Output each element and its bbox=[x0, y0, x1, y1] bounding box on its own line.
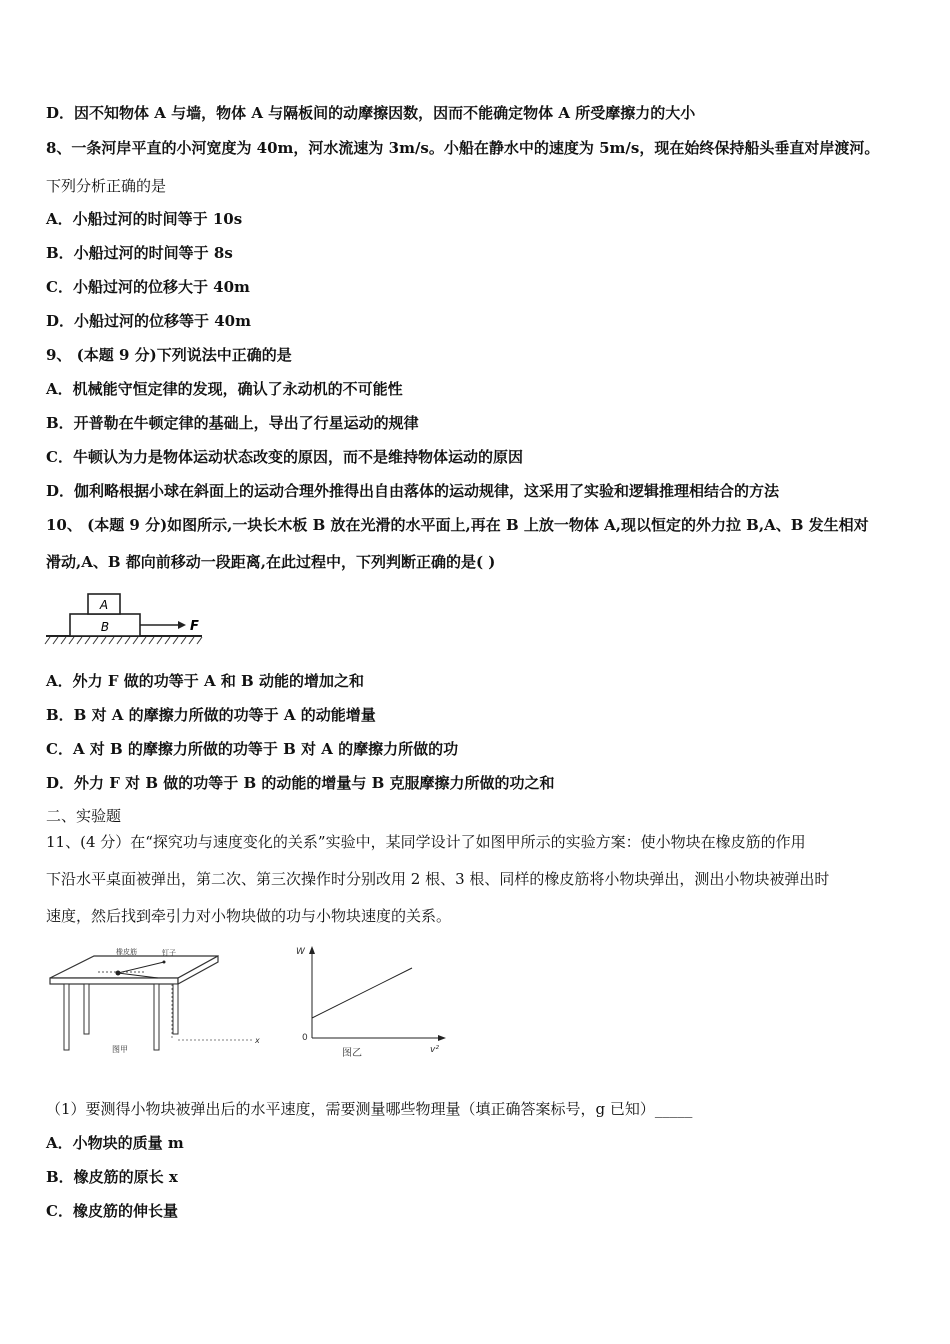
table-leg bbox=[154, 984, 159, 1050]
q11-figure-jia bbox=[46, 944, 266, 1062]
label-rubber-band: 橡皮筋 bbox=[116, 948, 137, 956]
q11-stem-line1: 11、(4 分）在“探究功与速度变化的关系”实验中，某同学设计了如图甲所示的实验方案：使小物块在橡皮筋的作用 bbox=[46, 833, 806, 851]
q9-option-a: A．机械能守恒定律的发现，确认了永动机的不可能性 bbox=[46, 380, 403, 398]
q9-option-b: B．开普勒在牛顿定律的基础上，导出了行星运动的规律 bbox=[46, 414, 419, 432]
q11-stem-line2: 下沿水平桌面被弹出，第二次、第三次操作时分别改用 2 根、3 根、同样的橡皮筋将小物块弹出，测出小物块被弹出时 bbox=[46, 870, 830, 888]
q10-stem-line1: 10、 (本题 9 分)如图所示,一块长木板 B 放在光滑的水平面上,再在 B 上放一物体 A,现以恒定的外力拉 B,A、B 发生相对 bbox=[46, 516, 869, 534]
caption-yi: 图乙 bbox=[342, 1048, 362, 1059]
x-axis-arrow bbox=[438, 1035, 446, 1041]
table-leg bbox=[64, 984, 69, 1050]
q10-stem-line2: 滑动,A、B 都向前移动一段距离,在此过程中，下列判断正确的是( ) bbox=[46, 553, 496, 571]
label-nail: 钉子 bbox=[162, 949, 176, 957]
graph-line bbox=[312, 968, 412, 1018]
nail-icon bbox=[163, 961, 166, 964]
table-edge bbox=[50, 978, 178, 984]
q11-option-c: C．橡皮筋的伸长量 bbox=[46, 1202, 178, 1220]
q11-option-b: B．橡皮筋的原长 x bbox=[46, 1168, 178, 1186]
q10-option-c: C．A 对 B 的摩擦力所做的功等于 B 对 A 的摩擦力所做的功 bbox=[46, 740, 459, 758]
caption-jia: 图甲 bbox=[112, 1045, 128, 1054]
q10-option-a: A．外力 F 做的功等于 A 和 B 动能的增加之和 bbox=[46, 672, 364, 690]
force-arrow-head bbox=[178, 621, 186, 629]
small-block bbox=[116, 971, 121, 976]
q10-figure bbox=[44, 588, 214, 650]
q11-sub1: （1）要测得小物块被弹出后的水平速度，需要测量哪些物理量（填正确答案标号，g 已知）_____ bbox=[46, 1100, 693, 1118]
q8-option-d: D．小船过河的位移等于 40m bbox=[46, 312, 251, 330]
q9-option-d: D．伽利略根据小球在斜面上的运动合理外推得出自由落体的运动规律，这采用了实验和逻辑推理相结合的方法 bbox=[46, 482, 780, 500]
q7-option-d: D．因不知物体 A 与墙，物体 A 与隔板间的动摩擦因数，因而不能确定物体 A 所受摩擦力的大小 bbox=[46, 104, 696, 122]
q8-stem-line2: 下列分析正确的是 bbox=[46, 177, 167, 195]
label-x: x bbox=[255, 1036, 260, 1045]
q8-stem-line1: 8、一条河岸平直的小河宽度为 40m，河水流速为 3m/s。小船在静水中的速度为 5m/s，现在始终保持船头垂直对岸渡河。 bbox=[46, 139, 880, 157]
q10-option-d: D．外力 F 对 B 做的功等于 B 的动能的增量与 B 克服摩擦力所做的功之和 bbox=[46, 774, 555, 792]
origin-label: 0 bbox=[302, 1033, 308, 1043]
ground-hatching bbox=[45, 637, 202, 644]
q11-figure-yi bbox=[292, 938, 452, 1062]
table-leg bbox=[84, 984, 89, 1034]
y-axis-label: W bbox=[296, 947, 305, 957]
q11-stem-line3: 速度，然后找到牵引力对小物块做的功与小物块速度的关系。 bbox=[46, 907, 452, 925]
force-label: F bbox=[190, 619, 199, 634]
q8-option-a: A．小船过河的时间等于 10s bbox=[46, 210, 243, 228]
q8-option-c: C．小船过河的位移大于 40m bbox=[46, 278, 250, 296]
q9-stem: 9、 (本题 9 分)下列说法中正确的是 bbox=[46, 346, 292, 364]
block-a-label: A bbox=[99, 598, 109, 612]
q10-option-b: B．B 对 A 的摩擦力所做的功等于 A 的动能增量 bbox=[46, 706, 376, 724]
q8-option-b: B．小船过河的时间等于 8s bbox=[46, 244, 233, 262]
section-title: 二、实验题 bbox=[46, 807, 122, 825]
q11-option-a: A．小物块的质量 m bbox=[46, 1134, 184, 1152]
block-b-label: B bbox=[100, 620, 110, 634]
table-leg bbox=[173, 984, 178, 1034]
y-axis-arrow bbox=[309, 946, 315, 954]
x-axis-label: v² bbox=[430, 1045, 439, 1055]
q9-option-c: C．牛顿认为力是物体运动状态改变的原因，而不是维持物体运动的原因 bbox=[46, 448, 523, 466]
